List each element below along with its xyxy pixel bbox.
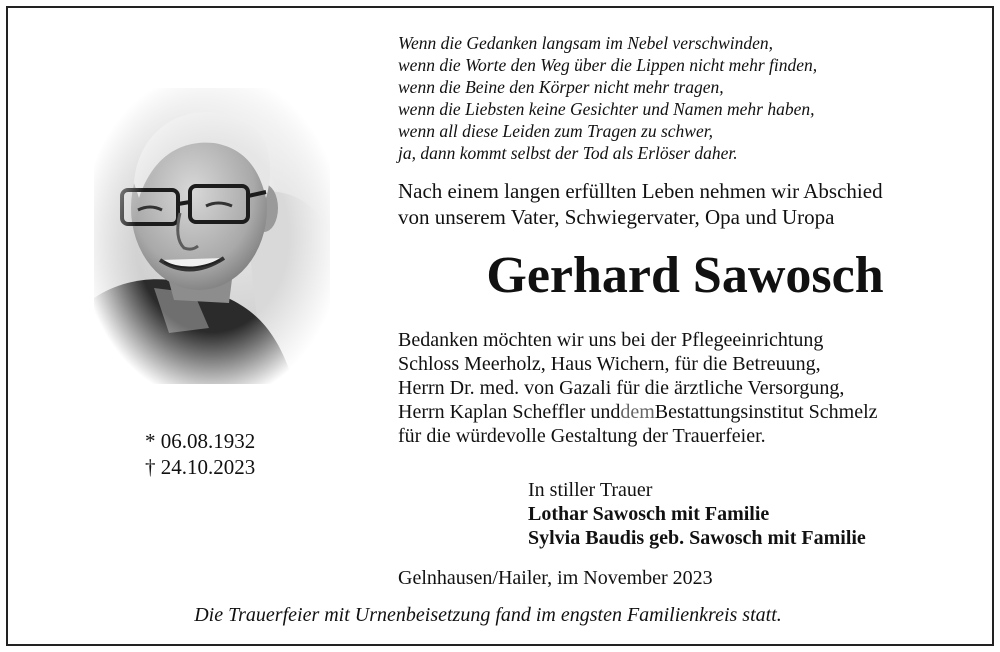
birth-date: * 06.08.1932 (145, 429, 256, 453)
thanks-line: für die würdevolle Gestaltung der Trauerfeier. (398, 425, 766, 447)
mourning-heading: In stiller Trauer (528, 479, 653, 501)
death-date: † 24.10.2023 (145, 455, 256, 479)
farewell-intro (398, 178, 883, 230)
thanks-line (398, 400, 878, 424)
thanks-line: Bedanken möchten wir uns bei der Pflegeeinrichtung (398, 329, 824, 351)
thanks-text (398, 328, 878, 448)
portrait-photo (94, 88, 330, 384)
thanks-line-part: Bestattungsinstitut Schmelz (654, 401, 878, 423)
poem-line: Wenn die Gedanken langsam im Nebel verschwinden, (398, 33, 774, 53)
intro-line: Nach einem langen erfüllten Leben nehmen wir Abschied (398, 179, 883, 203)
life-dates (145, 428, 255, 480)
mourner-family: Sylvia Baudis geb. Sawosch mit Familie (528, 527, 866, 549)
place-and-date: Gelnhausen/Hailer, im November 2023 (398, 567, 713, 589)
poem-line: wenn die Worte den Weg über die Lippen nicht mehr finden, (398, 55, 818, 75)
mourner-family: Lothar Sawosch mit Familie (528, 503, 770, 525)
poem (398, 32, 817, 164)
thanks-line: Schloss Meerholz, Haus Wichern, für die Betreuung, (398, 353, 821, 375)
poem-line: ja, dann kommt selbst der Tod als Erlöser daher. (398, 143, 738, 163)
thanks-line: Herrn Dr. med. von Gazali für die ärztliche Versorgung, (398, 377, 845, 399)
poem-line: wenn die Liebsten keine Gesichter und Namen mehr haben, (398, 99, 815, 119)
intro-line: von unserem Vater, Schwiegervater, Opa und Uropa (398, 205, 835, 229)
mourners (528, 478, 866, 550)
funeral-note-text: Die Trauerfeier mit Urnenbeisetzung fand im engsten Familienkreis statt. (194, 604, 782, 626)
poem-line: wenn die Beine den Körper nicht mehr tragen, (398, 77, 724, 97)
poem-line: wenn all diese Leiden zum Tragen zu schwer, (398, 121, 713, 141)
funeral-note (0, 602, 1000, 628)
deceased-name: Gerhard Sawosch (486, 247, 884, 304)
thanks-line-part: dem (620, 401, 655, 423)
thanks-line-part: Herrn Kaplan Scheffler und (398, 401, 621, 423)
